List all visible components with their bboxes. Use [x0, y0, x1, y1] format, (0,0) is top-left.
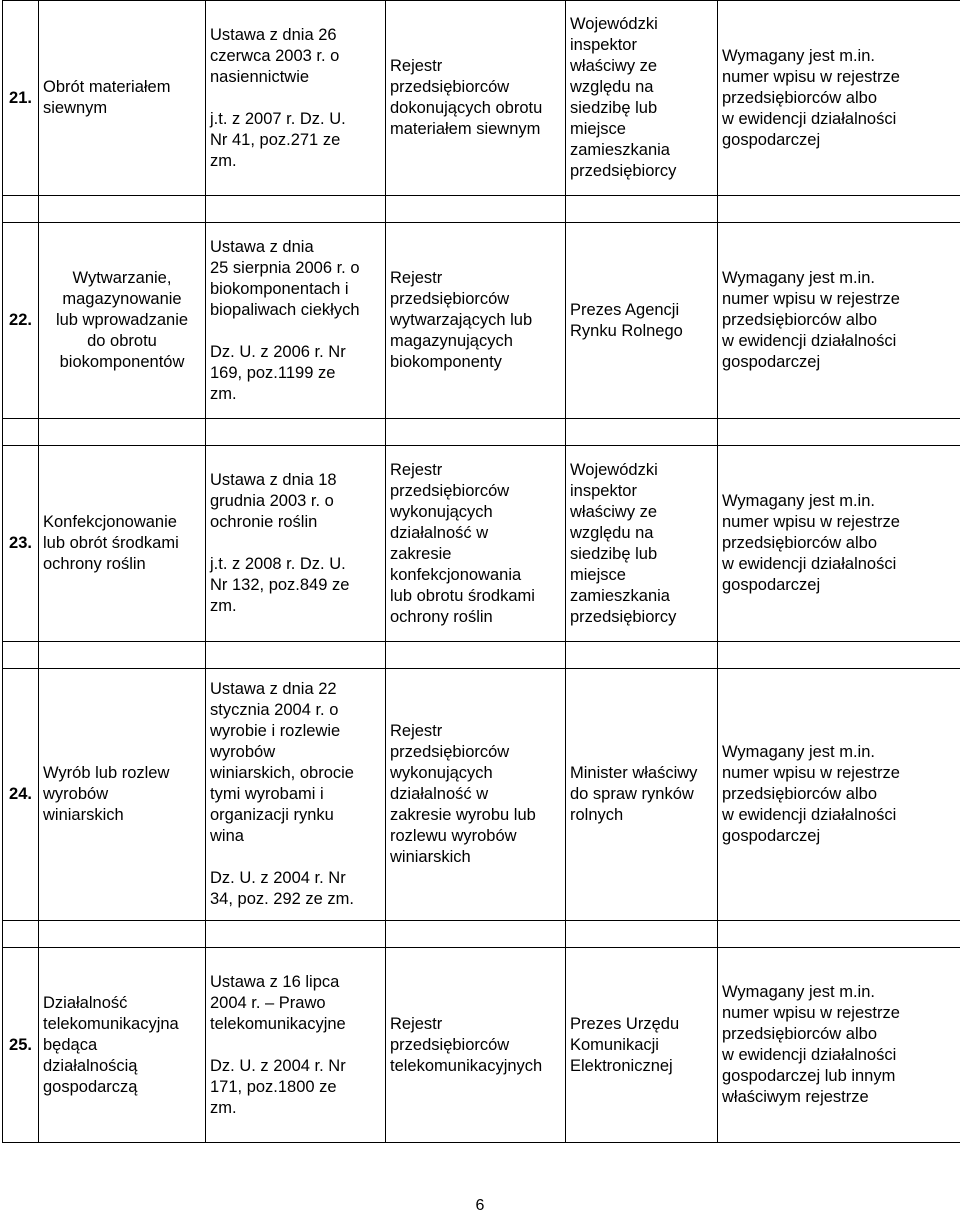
cell-text-line: czerwca 2003 r. o	[210, 46, 340, 65]
cell-text-line: zamieszkania	[570, 141, 670, 159]
legal-basis-cell	[206, 223, 386, 419]
table-row	[3, 223, 960, 419]
requirement-cell	[718, 1, 960, 196]
register-cell	[386, 1, 566, 196]
cell-text-line: j.t. z 2008 r. Dz. U.	[210, 555, 346, 573]
cell-text-line: numer wpisu w rejestrze	[722, 764, 900, 782]
legal-basis-cell	[206, 1, 386, 196]
cell-text-line: działalność w	[390, 523, 489, 542]
cell-text-line: numer wpisu w rejestrze	[722, 513, 900, 531]
cell-text-line: Rejestr	[390, 460, 443, 479]
authority-cell	[566, 223, 718, 419]
cell-text-line: Wymagany jest m.in.	[722, 269, 875, 287]
cell-text-line: Wojewódzki	[570, 460, 658, 479]
cell-text-line: działalnością	[43, 1056, 138, 1075]
cell-text-line: Wymagany jest m.in.	[722, 743, 875, 761]
row-spacer	[3, 196, 960, 223]
cell-text-line: wyrobie i rozlewie	[210, 722, 341, 740]
cell-text-line: organizacji rynku	[210, 806, 334, 824]
cell-text-line: Wojewódzki	[570, 15, 658, 33]
cell-text-line: Komunikacji	[570, 1035, 659, 1054]
cell-text-line: lub obrót środkami	[43, 534, 179, 552]
activity-cell	[39, 669, 206, 921]
register-cell	[386, 948, 566, 1143]
authority-cell	[566, 1, 718, 196]
cell-text-line: numer wpisu w rejestrze	[722, 290, 900, 308]
cell-text-line: konfekcjonowania	[390, 565, 522, 584]
cell-text-line: Dz. U. z 2006 r. Nr	[210, 342, 346, 361]
cell-spacer	[210, 321, 381, 342]
cell-text-line: właściwy ze	[570, 57, 658, 75]
requirement-cell	[718, 948, 960, 1143]
cell-text-line: przedsiębiorców	[390, 743, 510, 761]
cell-text-line: lub obrotu środkami	[390, 586, 535, 605]
cell-text-line: Ustawa z dnia	[210, 237, 314, 256]
cell-text-line: wytwarzających lub	[390, 311, 533, 329]
cell-text-line: Nr 132, poz.849 ze	[210, 576, 350, 594]
cell-text-line: magazynujących	[390, 332, 513, 350]
cell-spacer	[210, 1035, 381, 1056]
cell-text-line: do spraw rynków	[570, 785, 694, 803]
cell-text-line: Ustawa z dnia 26	[210, 25, 337, 44]
activity-cell	[39, 1, 206, 196]
cell-text-line: wina	[210, 827, 244, 845]
register-cell	[386, 223, 566, 419]
requirement-cell	[718, 223, 960, 419]
cell-text-line: wykonujących	[390, 764, 493, 782]
cell-text-line: będąca	[43, 1035, 98, 1054]
cell-text-line: grudnia 2003 r. o	[210, 492, 334, 510]
cell-text-line: nasiennictwie	[210, 67, 310, 86]
cell-text-line: gospodarczej	[722, 353, 821, 371]
cell-text-line: w ewidencji działalności	[722, 109, 897, 128]
cell-text-line: rolnych	[570, 806, 624, 824]
cell-text-line: w ewidencji działalności	[722, 555, 897, 573]
cell-text-line: Elektronicznej	[570, 1056, 673, 1075]
cell-text-line: gospodarczą	[43, 1077, 138, 1096]
row-number: 22.	[3, 223, 39, 419]
cell-text-line: inspektor	[570, 36, 637, 54]
row-spacer	[3, 419, 960, 446]
row-spacer	[3, 642, 960, 669]
cell-text-line: telekomunikacyjnych	[390, 1056, 543, 1075]
cell-text-line: ochrony roślin	[390, 607, 493, 626]
cell-text-line: Wymagany jest m.in.	[722, 46, 875, 65]
cell-text-line: Wymagany jest m.in.	[722, 492, 875, 510]
requirement-cell	[718, 446, 960, 642]
row-number: 23.	[3, 446, 39, 642]
cell-text-line: Działalność	[43, 993, 128, 1012]
table-row	[3, 1, 960, 196]
table-row	[3, 948, 960, 1143]
cell-text-line: zakresie wyrobu lub	[390, 806, 536, 824]
cell-text-line: Rejestr	[390, 1014, 443, 1033]
cell-text-line: miejsce	[570, 120, 626, 138]
cell-text-line: przedsiębiorców albo	[722, 311, 878, 329]
activity-cell	[39, 223, 206, 419]
cell-text-line: siewnym	[43, 99, 108, 117]
cell-text-line: zm.	[210, 151, 237, 170]
cell-text-line: do obrotu	[87, 332, 157, 350]
cell-text-line: Dz. U. z 2004 r. Nr	[210, 869, 346, 887]
cell-text-line: Ustawa z dnia 18	[210, 471, 337, 489]
cell-spacer	[210, 533, 381, 554]
cell-text-line: 169, poz.1199 ze	[210, 363, 336, 382]
cell-text-line: Minister właściwy	[570, 764, 698, 782]
cell-spacer	[210, 88, 381, 109]
table-row	[3, 446, 960, 642]
cell-text-line: przedsiębiorców	[390, 481, 510, 500]
cell-text-line: wyrobów	[43, 785, 109, 803]
cell-text-line: miejsce	[570, 565, 626, 584]
cell-text-line: 171, poz.1800 ze	[210, 1077, 337, 1096]
legal-basis-cell	[206, 669, 386, 921]
cell-text-line: gospodarczej lub innym	[722, 1067, 896, 1085]
cell-text-line: przedsiębiorców	[390, 290, 510, 308]
cell-text-line: telekomunikacyjna	[43, 1014, 179, 1033]
legal-basis-cell	[206, 446, 386, 642]
requirement-cell	[718, 669, 960, 921]
activity-cell	[39, 446, 206, 642]
cell-text-line: przedsiębiorców albo	[722, 88, 878, 107]
cell-text-line: zm.	[210, 597, 237, 615]
row-spacer	[3, 921, 960, 948]
cell-text-line: Rejestr	[390, 57, 443, 75]
registry-table	[2, 0, 960, 1143]
cell-text-line: gospodarczej	[722, 827, 821, 845]
cell-text-line: zakresie	[390, 544, 452, 563]
cell-text-line: Wyrób lub rozlew	[43, 764, 170, 782]
cell-text-line: Prezes Urzędu	[570, 1014, 680, 1033]
cell-text-line: właściwy ze	[570, 502, 658, 521]
cell-text-line: biokomponentów	[59, 353, 185, 371]
cell-text-line: siedzibę lub	[570, 99, 658, 117]
cell-text-line: 25 sierpnia 2006 r. o	[210, 258, 360, 277]
cell-text-line: przedsiębiorców	[390, 78, 510, 96]
cell-text-line: Nr 41, poz.271 ze	[210, 130, 341, 149]
cell-text-line: 2004 r. – Prawo	[210, 993, 326, 1012]
authority-cell	[566, 446, 718, 642]
row-number: 25.	[3, 948, 39, 1143]
row-number: 24.	[3, 669, 39, 921]
cell-text-line: biokomponentach i	[210, 279, 349, 298]
cell-text-line: ochronie roślin	[210, 513, 318, 531]
cell-text-line: działalność w	[390, 785, 489, 803]
cell-text-line: właściwym rejestrze	[722, 1088, 869, 1106]
cell-text-line: numer wpisu w rejestrze	[722, 67, 900, 86]
cell-text-line: wyrobów	[210, 743, 276, 761]
cell-text-line: biokomponenty	[390, 353, 502, 371]
row-number: 21.	[3, 1, 39, 196]
cell-text-line: w ewidencji działalności	[722, 332, 897, 350]
authority-cell	[566, 948, 718, 1143]
cell-text-line: względu na	[570, 523, 654, 542]
cell-text-line: przedsiębiorców albo	[722, 534, 878, 552]
cell-text-line: numer wpisu w rejestrze	[722, 1004, 900, 1022]
cell-text-line: siedzibę lub	[570, 544, 658, 563]
cell-text-line: wykonujących	[390, 502, 493, 521]
cell-text-line: przedsiębiorców	[390, 1035, 510, 1054]
cell-text-line: dokonujących obrotu	[390, 99, 543, 117]
cell-text-line: Rejestr	[390, 722, 443, 740]
cell-text-line: zamieszkania	[570, 586, 670, 605]
cell-text-line: winiarskich, obrocie	[210, 764, 354, 782]
cell-text-line: biopaliwach ciekłych	[210, 300, 360, 319]
register-cell	[386, 446, 566, 642]
cell-text-line: materiałem siewnym	[390, 120, 541, 138]
cell-text-line: względu na	[570, 78, 654, 96]
cell-text-line: winiarskich	[390, 848, 471, 866]
cell-text-line: tymi wyrobami i	[210, 785, 324, 803]
cell-text-line: Konfekcjonowanie	[43, 513, 177, 531]
authority-cell	[566, 669, 718, 921]
cell-text-line: przedsiębiorców albo	[722, 1025, 878, 1043]
cell-text-line: gospodarczej	[722, 130, 821, 149]
cell-text-line: przedsiębiorcy	[570, 162, 677, 180]
page-number: 6	[475, 1197, 485, 1214]
cell-text-line: przedsiębiorców albo	[722, 785, 878, 803]
table-row	[3, 669, 960, 921]
legal-basis-cell	[206, 948, 386, 1143]
cell-text-line: Obrót materiałem	[43, 78, 171, 96]
cell-text-line: winiarskich	[43, 806, 124, 824]
cell-text-line: Ustawa z dnia 22	[210, 680, 337, 698]
cell-text-line: ochrony roślin	[43, 555, 146, 573]
cell-text-line: stycznia 2004 r. o	[210, 701, 339, 719]
cell-text-line: inspektor	[570, 481, 637, 500]
cell-text-line: w ewidencji działalności	[722, 806, 897, 824]
cell-text-line: Wytwarzanie,	[72, 269, 172, 287]
cell-text-line: rozlewu wyrobów	[390, 827, 517, 845]
cell-spacer	[210, 847, 381, 868]
cell-text-line: zm.	[210, 1098, 237, 1117]
activity-cell	[39, 948, 206, 1143]
cell-text-line: Wymagany jest m.in.	[722, 983, 875, 1001]
register-cell	[386, 669, 566, 921]
cell-text-line: Dz. U. z 2004 r. Nr	[210, 1056, 346, 1075]
cell-text-line: gospodarczej	[722, 576, 821, 594]
cell-text-line: lub wprowadzanie	[55, 311, 189, 329]
cell-text-line: Prezes Agencji	[570, 300, 680, 319]
cell-text-line: magazynowanie	[62, 290, 182, 308]
cell-text-line: przedsiębiorcy	[570, 607, 677, 626]
cell-text-line: j.t. z 2007 r. Dz. U.	[210, 109, 346, 128]
cell-text-line: Rynku Rolnego	[570, 321, 683, 340]
cell-text-line: Ustawa z 16 lipca	[210, 972, 340, 991]
cell-text-line: w ewidencji działalności	[722, 1046, 897, 1064]
cell-text-line: telekomunikacyjne	[210, 1014, 346, 1033]
cell-text-line: zm.	[210, 384, 237, 403]
cell-text-line: Rejestr	[390, 269, 443, 287]
cell-text-line: 34, poz. 292 ze zm.	[210, 890, 354, 908]
